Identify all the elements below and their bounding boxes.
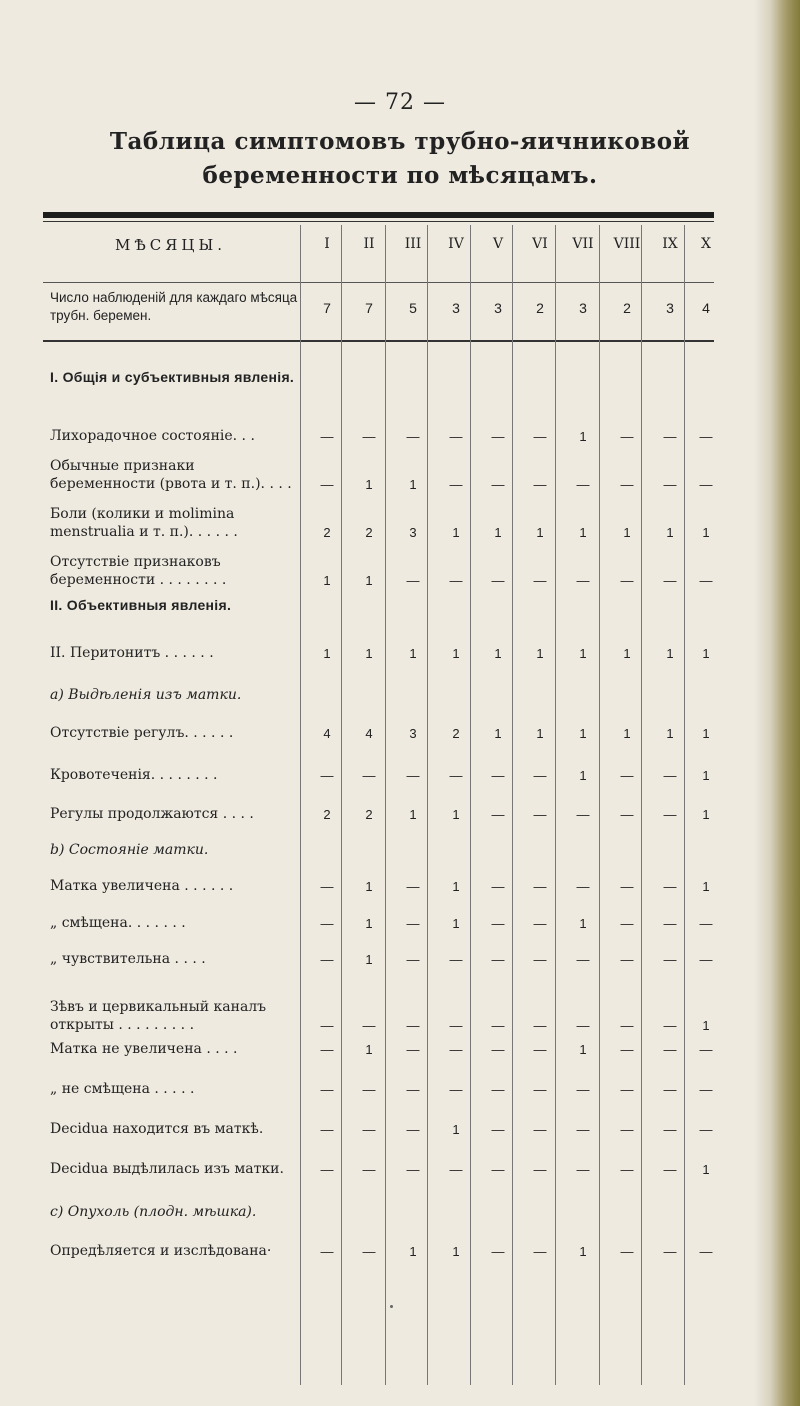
table-cell: — (699, 1082, 713, 1097)
table-cell: 1 (702, 726, 710, 741)
table-cell: — (663, 1082, 677, 1097)
table-cell: — (699, 573, 713, 588)
month-header-9: IX (662, 236, 678, 252)
table-cell: 4 (323, 726, 331, 741)
table-cell: — (533, 1244, 547, 1259)
section-heading: I. Общія и субъективныя явленія. (50, 369, 295, 385)
table-cell: 1 (365, 952, 373, 967)
table-cell: — (362, 1082, 376, 1097)
table-cell: — (620, 429, 634, 444)
table-cell: — (449, 429, 463, 444)
observation-count-cell: 3 (579, 300, 587, 316)
table-cell: 1 (452, 1244, 460, 1259)
observation-count-cell: 2 (536, 300, 544, 316)
table-cell: — (620, 768, 634, 783)
table-cell: — (406, 429, 420, 444)
table-top-thin-rule (43, 221, 714, 222)
table-cell: 1 (579, 768, 587, 783)
table-cell: — (533, 477, 547, 492)
table-cell: — (620, 1082, 634, 1097)
table-cell: — (362, 768, 376, 783)
row-label: Кровотеченія. . . . . . . . (50, 767, 218, 783)
table-cell: — (320, 916, 334, 931)
table-cell: — (699, 1244, 713, 1259)
observation-count-label: Число наблюденій для каждаго мѣсяца трубн. беремен. (50, 290, 298, 323)
table-cell: — (699, 477, 713, 492)
table-cell: — (362, 1122, 376, 1137)
table-cell: 2 (323, 525, 331, 540)
table-cell: — (620, 807, 634, 822)
table-cell: — (491, 1244, 505, 1259)
table-cell: — (620, 1042, 634, 1057)
table-cell: — (491, 1162, 505, 1177)
table-cell: 2 (365, 807, 373, 822)
table-cell: — (491, 429, 505, 444)
table-cell: — (699, 916, 713, 931)
table-cell: — (699, 1042, 713, 1057)
table-cell: 1 (579, 429, 587, 444)
table-cell: — (320, 477, 334, 492)
table-cell: 3 (409, 726, 417, 741)
table-cell: — (491, 879, 505, 894)
column-divider (427, 225, 428, 1385)
table-cell: — (663, 429, 677, 444)
table-cell: — (576, 1162, 590, 1177)
row-label: Decidua выдѣлилась изъ матки. (50, 1161, 284, 1177)
table-cell: — (449, 1042, 463, 1057)
row-label: Регулы продолжаются . . . . (50, 806, 254, 822)
row-label: Зѣвъ и цервикальный каналъ открыты . . . . . . . . . (50, 999, 267, 1033)
table-cell: — (533, 807, 547, 822)
table-cell: — (576, 1018, 590, 1033)
table-cell: 1 (702, 807, 710, 822)
table-cell: 1 (452, 807, 460, 822)
table-cell: 1 (452, 1122, 460, 1137)
table-cell: — (362, 429, 376, 444)
page-title: Таблица симптомовъ трубно-яичниковой беременности по мѣсяцамъ. (109, 128, 691, 189)
table-cell: 1 (623, 726, 631, 741)
observation-count-cell: 3 (666, 300, 674, 316)
table-cell: — (663, 1042, 677, 1057)
table-cell: 1 (365, 573, 373, 588)
subsection-heading: b) Состояніе матки. (50, 842, 209, 858)
table-cell: — (449, 952, 463, 967)
table-cell: — (533, 916, 547, 931)
table-cell: — (406, 879, 420, 894)
table-cell: — (533, 1162, 547, 1177)
table-cell: — (620, 1122, 634, 1137)
column-divider (599, 225, 600, 1385)
table-cell: — (491, 1018, 505, 1033)
table-cell: — (406, 1082, 420, 1097)
table-cell: — (491, 1042, 505, 1057)
table-cell: 1 (536, 525, 544, 540)
table-cell: 1 (409, 477, 417, 492)
table-cell: 1 (365, 477, 373, 492)
table-cell: — (449, 1162, 463, 1177)
table-cell: 2 (323, 807, 331, 822)
table-cell: — (663, 477, 677, 492)
table-cell: — (449, 1018, 463, 1033)
table-cell: — (320, 879, 334, 894)
table-cell: — (663, 807, 677, 822)
table-cell: — (320, 952, 334, 967)
table-cell: 1 (666, 525, 674, 540)
table-cell: — (406, 952, 420, 967)
table-cell: 1 (536, 646, 544, 661)
table-cell: — (406, 1042, 420, 1057)
table-cell: — (491, 573, 505, 588)
subsection-heading: c) Опухоль (плодн. мѣшка). (50, 1204, 257, 1220)
counts-divider (43, 340, 714, 342)
table-cell: — (620, 916, 634, 931)
row-label: „ не смѣщена . . . . . (50, 1081, 195, 1097)
table-cell: 1 (323, 646, 331, 661)
observation-count-cell: 3 (494, 300, 502, 316)
table-cell: — (620, 1244, 634, 1259)
table-cell: 1 (494, 646, 502, 661)
table-cell: 1 (623, 646, 631, 661)
table-cell: — (576, 477, 590, 492)
table-cell: 1 (494, 525, 502, 540)
table-cell: 1 (452, 646, 460, 661)
table-cell: — (362, 1162, 376, 1177)
row-label: „ смѣщена. . . . . . . (50, 915, 186, 931)
table-cell: — (576, 807, 590, 822)
row-label: II. Перитонитъ . . . . . . (50, 645, 214, 661)
table-cell: — (449, 768, 463, 783)
table-cell: — (699, 429, 713, 444)
table-cell: — (533, 429, 547, 444)
table-cell: — (491, 477, 505, 492)
table-cell: — (406, 768, 420, 783)
table-cell: — (449, 1082, 463, 1097)
subsection-heading: a) Выдѣленія изъ матки. (50, 687, 242, 703)
table-cell: — (663, 916, 677, 931)
table-cell: 1 (365, 646, 373, 661)
table-cell: 1 (452, 525, 460, 540)
table-cell: — (576, 1122, 590, 1137)
month-header-5: V (492, 236, 504, 252)
ink-speck (390, 1305, 393, 1308)
table-cell: — (533, 1122, 547, 1137)
table-cell: — (620, 879, 634, 894)
table-cell: 1 (579, 646, 587, 661)
table-cell: — (576, 952, 590, 967)
table-cell: 1 (702, 768, 710, 783)
observation-count-cell: 2 (623, 300, 631, 316)
table-cell: — (533, 768, 547, 783)
table-cell: — (533, 1082, 547, 1097)
column-divider (555, 225, 556, 1385)
table-top-rule (43, 212, 714, 218)
table-cell: 4 (365, 726, 373, 741)
table-cell: — (449, 477, 463, 492)
table-cell: — (491, 768, 505, 783)
months-header-label: МѢСЯЦЫ. (115, 236, 226, 254)
table-cell: — (663, 573, 677, 588)
table-cell: 1 (409, 807, 417, 822)
month-header-1: I (324, 236, 330, 252)
row-label: Отсутствіе признаковъ беременности . . . . . . . . (50, 554, 227, 588)
table-cell: 2 (452, 726, 460, 741)
row-label: Лихорадочное состояніе. . . (50, 428, 255, 444)
observation-count-cell: 7 (365, 300, 373, 316)
table-cell: 1 (702, 525, 710, 540)
table-cell: 1 (452, 879, 460, 894)
table-cell: — (406, 1018, 420, 1033)
table-cell: — (533, 573, 547, 588)
observation-count-cell: 3 (452, 300, 460, 316)
table-cell: — (320, 429, 334, 444)
table-cell: — (576, 879, 590, 894)
table-cell: — (663, 1244, 677, 1259)
column-divider (641, 225, 642, 1385)
column-divider (341, 225, 342, 1385)
observation-count-cell: 7 (323, 300, 331, 316)
table-cell: 1 (365, 879, 373, 894)
table-cell: — (663, 1162, 677, 1177)
table-cell: 1 (666, 646, 674, 661)
table-cell: — (663, 1122, 677, 1137)
table-cell: — (491, 807, 505, 822)
column-divider (512, 225, 513, 1385)
table-cell: — (663, 1018, 677, 1033)
table-cell: — (620, 1162, 634, 1177)
table-cell: — (320, 1018, 334, 1033)
table-cell: — (406, 1162, 420, 1177)
month-header-7: VII (572, 236, 594, 252)
table-cell: — (620, 573, 634, 588)
table-cell: — (406, 1122, 420, 1137)
table-cell: — (620, 477, 634, 492)
table-cell: 1 (702, 1018, 710, 1033)
table-cell: 1 (579, 726, 587, 741)
table-cell: — (699, 952, 713, 967)
table-cell: — (663, 952, 677, 967)
table-cell: 1 (702, 1162, 710, 1177)
table-cell: 1 (623, 525, 631, 540)
table-cell: 1 (579, 916, 587, 931)
table-cell: — (491, 952, 505, 967)
table-cell: — (406, 916, 420, 931)
table-cell: 1 (409, 646, 417, 661)
table-cell: 2 (365, 525, 373, 540)
column-divider (470, 225, 471, 1385)
table-cell: — (533, 1042, 547, 1057)
table-cell: — (620, 1018, 634, 1033)
month-header-10: X (701, 236, 711, 252)
month-header-8: VIII (613, 236, 641, 252)
table-cell: — (320, 1082, 334, 1097)
table-cell: — (533, 879, 547, 894)
table-cell: — (576, 573, 590, 588)
table-cell: — (491, 1122, 505, 1137)
observation-count-cell: 5 (409, 300, 417, 316)
table-cell: — (320, 768, 334, 783)
table-cell: 1 (666, 726, 674, 741)
row-label: Матка не увеличена . . . . (50, 1041, 238, 1057)
table-cell: — (320, 1244, 334, 1259)
table-cell: — (320, 1162, 334, 1177)
table-cell: 1 (452, 916, 460, 931)
table-cell: — (491, 916, 505, 931)
row-label: Опредѣляется и изслѣдована· (50, 1243, 272, 1259)
table-cell: — (533, 1018, 547, 1033)
row-label: Обычные признаки беременности (рвота и т. п.). . . . (50, 458, 292, 492)
table-cell: 1 (702, 646, 710, 661)
table-cell: 1 (579, 525, 587, 540)
table-cell: — (699, 1122, 713, 1137)
table-cell: — (362, 1018, 376, 1033)
table-cell: 1 (579, 1244, 587, 1259)
section-heading: II. Объективныя явленія. (50, 597, 232, 613)
row-label: Боли (колики и molimina menstrualia и т. п.). . . . . . (50, 506, 238, 540)
table-cell: — (362, 1244, 376, 1259)
table-cell: — (576, 1082, 590, 1097)
table-cell: — (663, 879, 677, 894)
row-label: Отсутствіе регулъ. . . . . . (50, 725, 234, 741)
table-cell: — (533, 952, 547, 967)
row-label: Decidua находится въ маткѣ. (50, 1121, 264, 1137)
month-header-2: II (363, 236, 375, 252)
row-label: „ чувствительна . . . . (50, 951, 206, 967)
column-divider (684, 225, 685, 1385)
table-cell: — (449, 573, 463, 588)
table-cell: 1 (702, 879, 710, 894)
table-cell: 1 (494, 726, 502, 741)
table-cell: — (320, 1122, 334, 1137)
table-cell: 1 (365, 916, 373, 931)
table-cell: — (320, 1042, 334, 1057)
column-divider (385, 225, 386, 1385)
scan-edge (754, 0, 800, 1406)
table-cell: — (663, 768, 677, 783)
month-header-6: VI (532, 236, 548, 252)
table-cell: — (620, 952, 634, 967)
row-label: Матка увеличена . . . . . . (50, 878, 234, 894)
table-cell: 1 (409, 1244, 417, 1259)
months-divider (43, 282, 714, 283)
table-cell: 1 (579, 1042, 587, 1057)
observation-count-cell: 4 (702, 300, 710, 316)
column-divider (300, 225, 301, 1385)
table-cell: — (491, 1082, 505, 1097)
table-cell: 1 (536, 726, 544, 741)
page-number: — 72 — (354, 90, 446, 115)
month-header-4: IV (448, 236, 464, 252)
table-cell: 1 (323, 573, 331, 588)
table-cell: 3 (409, 525, 417, 540)
table-cell: — (406, 573, 420, 588)
month-header-3: III (404, 236, 422, 252)
table-cell: 1 (365, 1042, 373, 1057)
